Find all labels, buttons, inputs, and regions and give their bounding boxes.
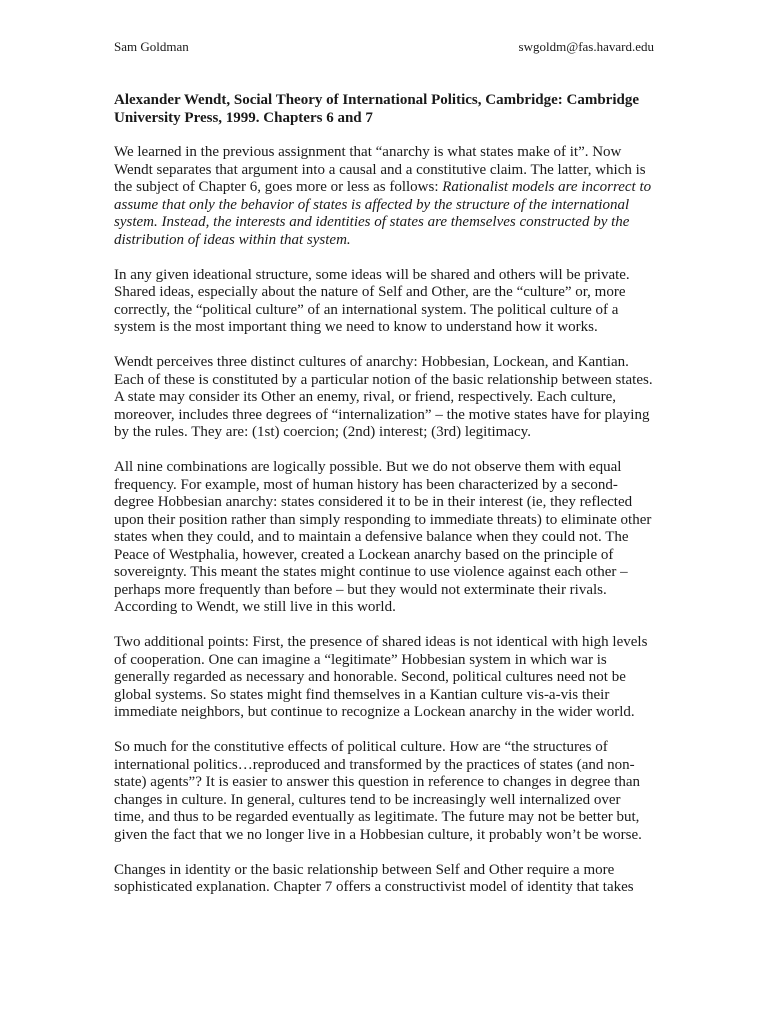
paragraph-3: Wendt perceives three distinct cultures of anarchy: Hobbesian, Lockean, and Kantian. Each of these is constituted by a particular notion of the basic relationship between states. A state may consider its Other an enemy, rival, or friend, respectively. Each culture, moreover, includes three degrees of “internalization” – the motive states have for playing by the rules. They are: (1st) coercion; (2nd) interest; (3rd) legitimacy. [114,354,653,440]
paragraph-7: Changes in identity or the basic relationship between Self and Other require a more sophisticated explanation. Chapter 7 offers a constructivist model of identity that takes [114,861,634,895]
paragraph-4: All nine combinations are logically possible. But we do not observe them with equal frequency. For example, most of human history has been characterized by a second-degree Hobbesian anarchy: states considered it to be in their interest (ie, they reflected upon their position rather than simply responding to immediate threats) to eliminate other states when they could, and to maintain a defensive balance when they could not. The Peace of Westphalia, however, created a Lockean anarchy based on the principle of sovereignty. This meant the states might continue to use violence against each other – perhaps more frequently than before – but they would not exterminate their rivals. According to Wendt, we still live in this world. [114,459,652,615]
paragraph-2: In any given ideational structure, some ideas will be shared and others will be private. Shared ideas, especially about the nature of Self and Other, are the “culture” or, more correctly, the “political culture” of an international system. The political culture of a system is the most important thing we need to know to understand how it works. [114,266,630,335]
document-page [114,38,654,914]
paragraph-5: Two additional points: First, the presence of shared ideas is not identical with high levels of cooperation. One can imagine a “legitimate” Hobbesian system in which war is generally regarded as necessary and honorable. Second, political cultures need not be global systems. So states might find themselves in a Kantian culture vis-a-vis their immediate neighbors, but continue to recognize a Lockean anarchy in the wider world. [114,634,648,720]
paragraph-6: So much for the constitutive effects of political culture. How are “the structures of international politics…reproduced and transformed by the practices of states (and non-state) agents”? It is easier to answer this question in reference to changes in degree than changes in culture. In general, cultures tend to be increasingly well internalized over time, and thus to be regarded eventually as legitimate. The future may not be better but, given the fact that we no longer live in a Hobbesian culture, it probably won’t be worse. [114,739,642,843]
paragraph-1 [114,144,654,249]
document-title: Alexander Wendt, Social Theory of International Politics, Cambridge: Cambridge University Press, 1999. Chapters 6 and 7 [114,92,639,126]
paragraph-1-italic: Rationalist models are incorrect to assume that only the behavior of states is affected by the structure of the international system. Instead, the interests and identities of states are themselves constructed by the distribution of ideas within that system. [114,179,652,248]
paragraph-1-text: We learned in the previous assignment that “anarchy is what states make of it”. Now Wendt separates that argument into a causal and a constitutive claim. The latter, which is the subject of Chapter 6, goes more or less as follows: [114,144,646,195]
author-email: swgoldm@fas.havard.edu [518,39,654,54]
page-header [114,38,654,56]
author-name: Sam Goldman [114,39,189,54]
